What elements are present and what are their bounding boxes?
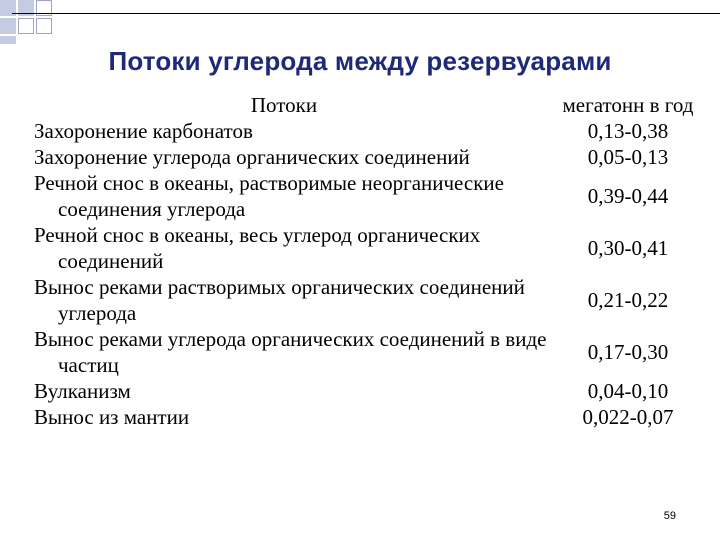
flow-value: 0,30-0,41	[587, 236, 669, 260]
flow-label: Вынос из мантии	[34, 405, 190, 429]
flow-value: 0,04-0,10	[587, 379, 669, 403]
carbon-flows-table	[34, 92, 702, 430]
table-row	[34, 404, 702, 430]
table-row	[34, 118, 702, 144]
page-number: 59	[663, 510, 676, 522]
flow-label: Вулканизм	[34, 379, 131, 403]
flow-label: Речной снос в океаны, растворимые неорганические соединения углерода	[34, 171, 504, 221]
decorative-squares	[0, 0, 140, 50]
table-row	[34, 274, 702, 326]
flow-label: Речной снос в океаны, весь углерод органических соединений	[34, 223, 481, 273]
flow-value: 0,17-0,30	[587, 340, 669, 364]
header-rule	[12, 13, 720, 14]
table-row	[34, 378, 702, 404]
table-row	[34, 170, 702, 222]
flow-label: Захоронение карбонатов	[34, 119, 253, 143]
table-row	[34, 326, 702, 378]
header-unit: мегатонн в год	[562, 92, 694, 117]
flow-value: 0,13-0,38	[587, 119, 669, 143]
table-header-row	[34, 92, 702, 118]
flow-value: 0,39-0,44	[587, 184, 669, 208]
slide-title: Потоки углерода между резервуарами	[108, 46, 612, 76]
flow-value: 0,21-0,22	[587, 288, 669, 312]
flow-value: 0,05-0,13	[587, 145, 669, 169]
flow-label: Вынос реками растворимых органических соединений углерода	[34, 275, 525, 325]
flow-label: Захоронение углерода органических соединений	[34, 145, 470, 169]
flow-value: 0,022-0,07	[582, 405, 674, 429]
header-flows: Потоки	[250, 93, 318, 117]
flow-label: Вынос реками углерода органических соединений в виде частиц	[34, 327, 547, 377]
table-row	[34, 144, 702, 170]
table-row	[34, 222, 702, 274]
